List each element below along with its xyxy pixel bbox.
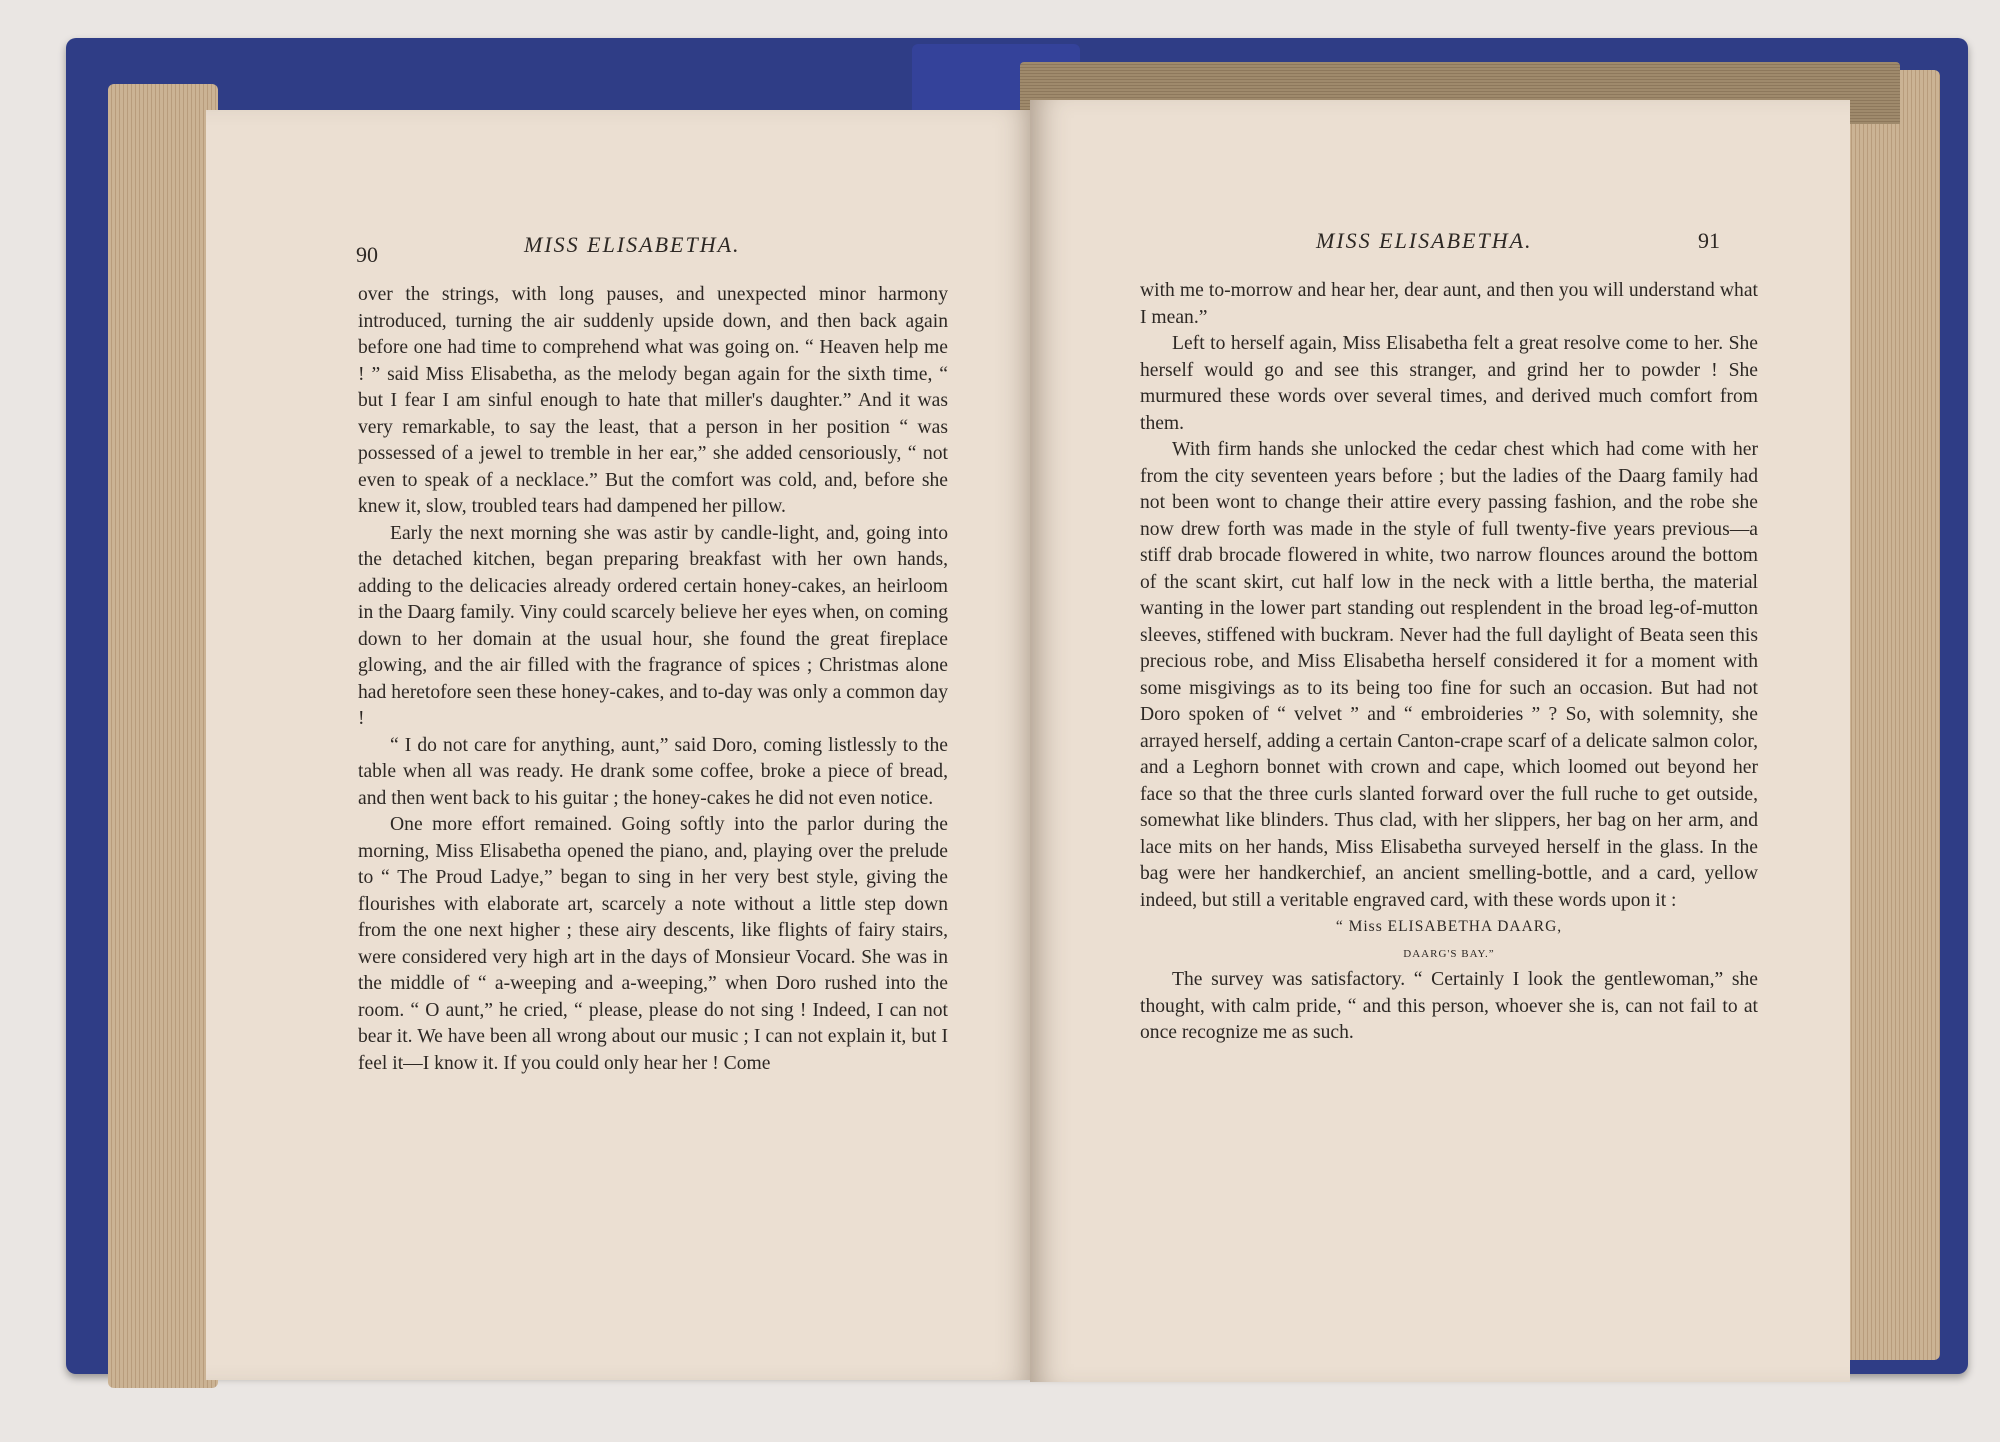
right-page-text (1140, 278, 1758, 1047)
page-number-right: 91 (1698, 228, 1720, 253)
paragraph: “ I do not care for anything, aunt,” said Doro, coming listlessly to the table when all was ready. He drank some coffee, broke a piece of bread, and then went back to his guitar ; the honey-cakes he did not even notice. (358, 734, 948, 809)
paragraph: Early the next morning she was astir by candle-light, and, going into the detached kitchen, began preparing breakfast with her own hands, adding to the delicacies already ordered certain honey-cakes, an heirloom in the Daarg family. Viny could scarcely believe her eyes when, on coming down to her domain at the usual hour, she found the great fireplace glowing, and the air filled with the fragrance of spices ; Christmas alone had heretofore seen these honey-cakes, and to-day was only a common day ! (358, 522, 948, 729)
right-page (1030, 100, 1850, 1382)
left-page-edges (108, 84, 218, 1388)
running-head-right: MISS ELISABETHA. (1316, 228, 1533, 253)
paragraph: with me to-morrow and hear her, dear aunt, and then you will understand what I mean.” (1140, 280, 1758, 328)
paragraph: The survey was satisfactory. “ Certainly I look the gentlewoman,” she thought, with calm pride, “ and this person, whoever she is, can not fail to at once recognize me as such. (1140, 969, 1758, 1043)
page-number-left: 90 (356, 242, 378, 267)
paragraph: With firm hands she unlocked the cedar chest which had come with her from the city seventeen years before ; but the ladies of the Daarg family had not been wont to change their attire every passing fashion, and the robe she now drew forth was made in the style of full twenty-five years previous—a stiff drab brocade flowered in white, two narrow flounces around the bottom of the scant skirt, cut half low in the neck with a little bertha, the material wanting in the lower part standing out resplendent in the broad leg-of-mutton sleeves, stiffened with buckram. Never had the full daylight of Beata seen this precious robe, and Miss Elisabetha herself considered it for a moment with some misgivings as to its being too fine for such an occasion. But had not Doro spoken of “ velvet ” and “ embroideries ” ? So, with solemnity, she arrayed herself, adding a certain Canton-crape scarf of a delicate salmon color, and a Leghorn bonnet with crown and cape, which loomed out beyond her face so that the three curls slanted forward over the full ruche to get outside, somewhat like blinders. Thus clad, with her slippers, her bag on her arm, and lace mits on her hands, Miss Elisabetha surveyed herself in the glass. In the bag were her handkerchief, an ancient smelling-bottle, and a card, yellow indeed, but still a veritable engraved card, with these words upon it : (1140, 439, 1758, 911)
paragraph: over the strings, with long pauses, and unexpected minor harmony introduced, turning the air suddenly upside down, and then back again before one had time to comprehend what was going on. “ Heaven help me ! ” said Miss Elisabetha, as the melody began again for the sixth time, “ but I fear I am sinful enough to hate that miller's daughter.” And it was very remarkable, to say the least, that a person in her position “ was possessed of a jewel to tremble in her ear,” she added censoriously, “ not even to speak of a necklace.” But the comfort was cold, and, before she knew it, slow, troubled tears had dampened her pillow. (358, 284, 948, 517)
running-head-left: MISS ELISABETHA. (524, 232, 741, 257)
left-page-text (358, 282, 948, 1077)
card-name-line: “ Miss ELISABETHA DAARG, (1335, 918, 1563, 935)
right-page-edges (1840, 70, 1940, 1360)
card-address-line: DAARG'S BAY.” (1403, 947, 1495, 960)
paragraph: One more effort remained. Going softly into the parlor during the morning, Miss Elisabetha opened the piano, and, playing over the prelude to “ The Proud Ladye,” began to sing in her very best style, giving the flourishes with elaborate art, scarcely a note without a little step down from the one next higher ; these airy descents, like flights of fairy stairs, were considered very high art in the days of Monsieur Vocard. She was in the middle of “ a-weeping and a-weeping,” when Doro rushed into the room. “ O aunt,” he cried, “ please, please do not sing ! Indeed, I can not bear it. We have been all wrong about our music ; I can not explain it, but I feel it—I know it. If you could only hear her ! Come (358, 814, 948, 1074)
left-page (206, 110, 1036, 1380)
paragraph: Left to herself again, Miss Elisabetha felt a great resolve come to her. She herself would go and see this stranger, and grind her to powder ! She murmured these words over several times, and derived much comfort from them. (1140, 333, 1758, 434)
